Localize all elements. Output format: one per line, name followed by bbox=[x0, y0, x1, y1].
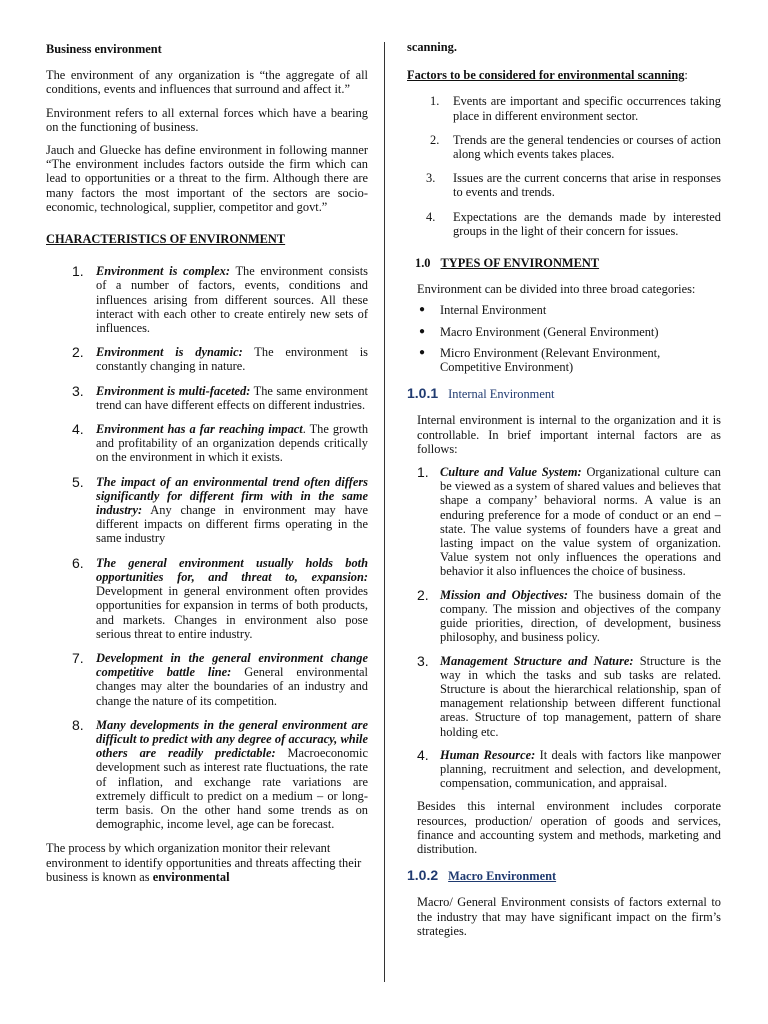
types-heading-line bbox=[415, 256, 721, 270]
item-number: 3. bbox=[426, 171, 436, 186]
item-text: Structure is the way in which the tasks and sub tasks are related. Structure is about the hierarchical relationship, span of management relationship between different functional areas. Structure of top management, pattern of share holding etc. bbox=[440, 653, 721, 739]
paragraph-macro: Macro/ General Environment consists of factors external to the industry that may have significant impact on the firm’s strategies. bbox=[417, 895, 721, 938]
item-text: Expectations are the demands made by interested groups in the light of their concern for issues. bbox=[453, 209, 721, 238]
item-number: 7. bbox=[72, 649, 84, 666]
paragraph-scanning-definition bbox=[46, 841, 368, 884]
continued-word: scanning. bbox=[407, 40, 457, 54]
item-text: Events are important and specific occurrences taking place in different environment sector. bbox=[453, 94, 721, 123]
item-heading: Management Structure and Nature: bbox=[440, 653, 634, 668]
item-number: 2. bbox=[417, 586, 429, 603]
item-number: 8. bbox=[72, 716, 84, 733]
factors-heading-line bbox=[407, 68, 721, 82]
item-text: . The growth and profitability of an organization depends critically on the environment in which it exists. bbox=[96, 422, 369, 465]
internal-heading: Internal Environment bbox=[448, 387, 555, 402]
item-text: Any change in environment may have different impacts on different firms operating in the same industry bbox=[96, 503, 368, 546]
item-number: 3. bbox=[72, 382, 84, 399]
left-column bbox=[46, 40, 368, 893]
list-item bbox=[407, 325, 721, 339]
bullet-icon: ● bbox=[419, 346, 426, 358]
paragraph-definition: The environment of any organization is “the aggregate of all conditions, events and influences that surround and affect it.” bbox=[46, 68, 368, 97]
list-item bbox=[407, 210, 721, 238]
list-item bbox=[46, 264, 368, 335]
item-text: Macro Environment (General Environment) bbox=[440, 324, 659, 339]
internal-number: 1.0.1 bbox=[407, 385, 439, 402]
list-item bbox=[417, 748, 721, 791]
paragraph-besides: Besides this internal environment includes corporate resources, production/ operation of goods and services, finance and accounting system and methods, marketing and distribution. bbox=[417, 799, 721, 856]
list-item bbox=[46, 345, 368, 373]
item-number: 4. bbox=[72, 421, 84, 438]
bullet-icon: ● bbox=[419, 304, 426, 316]
list-item bbox=[407, 94, 721, 122]
item-number: 2. bbox=[430, 132, 440, 147]
list-item bbox=[46, 718, 368, 832]
item-heading: Environment has a far reaching impact bbox=[96, 422, 303, 437]
list-item bbox=[407, 171, 721, 199]
list-item bbox=[417, 588, 721, 645]
item-heading: Environment is multi-faceted: bbox=[96, 383, 251, 398]
item-text: General environmental changes may alter the boundaries of an industry and change the nature of its competition. bbox=[96, 665, 368, 708]
item-heading: Many developments in the general environment are difficult to predict with any degree of accuracy, while others are readily predictable: bbox=[96, 717, 368, 761]
item-number: 1. bbox=[72, 263, 84, 280]
item-text: Macroeconomic development such as interest rate fluctuations, the rate of inflation, and exchange rate variations are extremely difficult to predict on a medium – or long-term basis. On the other hand some trends as on demographic, income level, age can be forecast. bbox=[96, 746, 368, 832]
macro-heading: Macro Environment bbox=[448, 869, 557, 884]
item-heading: The general environment usually holds both opportunities for, and threat to, expansion: bbox=[96, 555, 368, 584]
list-item bbox=[46, 422, 368, 465]
page-title: Business environment bbox=[46, 42, 162, 56]
item-number: 4. bbox=[417, 746, 429, 763]
characteristics-heading: CHARACTERISTICS OF ENVIRONMENT bbox=[46, 232, 286, 247]
internal-heading-line bbox=[407, 386, 721, 401]
macro-heading-line bbox=[407, 868, 721, 883]
list-item bbox=[417, 465, 721, 579]
item-text: Internal Environment bbox=[440, 303, 547, 318]
item-text: Development in general environment often provides opportunities for expansion in terms of both products, and markets. Changes in environment also pose serious threat to entire industry. bbox=[96, 584, 368, 641]
item-heading: Human Resource: bbox=[440, 747, 536, 762]
item-number: 3. bbox=[417, 652, 429, 669]
right-column bbox=[407, 40, 721, 947]
item-heading: The impact of an environmental trend often differs significantly for different firm with in the same industry: bbox=[96, 474, 368, 518]
item-number: 2. bbox=[72, 344, 84, 361]
item-number: 5. bbox=[72, 473, 84, 490]
internal-intro: Internal environment is internal to the organization and it is controllable. In brief important internal factors are as follows: bbox=[417, 413, 721, 456]
item-text: The same environment trend can have different effects on different industries. bbox=[96, 383, 368, 412]
item-heading: Culture and Value System: bbox=[440, 465, 582, 480]
factors-heading: Factors to be considered for environmental scanning bbox=[407, 68, 685, 83]
list-item bbox=[407, 346, 721, 374]
item-text: The environment is constantly changing in nature. bbox=[96, 345, 368, 374]
types-list bbox=[407, 303, 721, 374]
item-heading: Environment is complex: bbox=[96, 264, 230, 279]
item-text: It deals with factors like manpower planning, recruitment and selection, and development, compensation, communication, and appraisal. bbox=[440, 747, 721, 791]
types-heading: TYPES OF ENVIRONMENT bbox=[440, 256, 600, 271]
list-item bbox=[417, 654, 721, 739]
item-number: 6. bbox=[72, 554, 84, 571]
item-number: 4. bbox=[426, 209, 436, 224]
types-intro: Environment can be divided into three broad categories: bbox=[417, 282, 696, 297]
factors-colon: : bbox=[684, 68, 688, 83]
paragraph-jauch-gluecke: Jauch and Gluecke has define environment in following manner “The environment includes factors outside the firm which can lead to opportunities or a threat to the firm. Although there are many factors the most important of the sectors are socio- economic, technological, supplier, competitor and govt.” bbox=[46, 143, 368, 214]
list-item bbox=[46, 475, 368, 546]
item-text: Trends are the general tendencies or courses of action along which events takes places. bbox=[453, 132, 721, 162]
list-item bbox=[407, 303, 721, 317]
list-item bbox=[46, 651, 368, 708]
characteristics-list bbox=[46, 264, 368, 831]
item-text: Micro Environment (Relevant Environment, Competitive Environment) bbox=[440, 345, 661, 375]
closing-bold-term: environmental bbox=[152, 869, 230, 884]
item-number: 1. bbox=[417, 464, 429, 481]
item-text: The business domain of the company. The mission and objectives of the company guide priorities, direction, of development, business philosophy, and business policy. bbox=[440, 587, 721, 645]
bullet-icon: ● bbox=[419, 325, 426, 337]
types-number: 1.0 bbox=[415, 256, 431, 271]
list-item bbox=[407, 133, 721, 161]
item-text: Organizational culture can be viewed as a system of shared values and believes that shape a company’ behavioral norms. A value is an enduring preference for a mode of conduct or an end – state. The value systems of founders have a great and lasting impact on the value system of organization. Value system not only influences the operations and behavior it also influences the choice of business. bbox=[440, 465, 721, 579]
paragraph-external-forces: Environment refers to all external forces which have a bearing on the functioning of business. bbox=[46, 105, 368, 134]
closing-text: The process by which organization monitor their relevant environment to identify opportunities and threats affecting their business is known as bbox=[46, 841, 362, 884]
factors-list bbox=[407, 94, 721, 238]
item-text: Issues are the current concerns that arise in responses to events and trends. bbox=[453, 171, 721, 200]
list-item bbox=[46, 556, 368, 641]
list-item bbox=[46, 384, 368, 412]
item-heading: Environment is dynamic: bbox=[96, 345, 243, 360]
internal-factors-list bbox=[417, 465, 721, 790]
column-divider bbox=[384, 42, 385, 982]
item-text: The environment consists of a number of factors, events, conditions and influences arising from different sources. All these interact with each other to create entirely new sets of influences. bbox=[96, 264, 369, 336]
item-heading: Mission and Objectives: bbox=[440, 587, 569, 602]
macro-number: 1.0.2 bbox=[407, 867, 439, 884]
item-number: 1. bbox=[430, 94, 440, 109]
item-heading: Development in the general environment change competitive battle line: bbox=[96, 650, 368, 680]
